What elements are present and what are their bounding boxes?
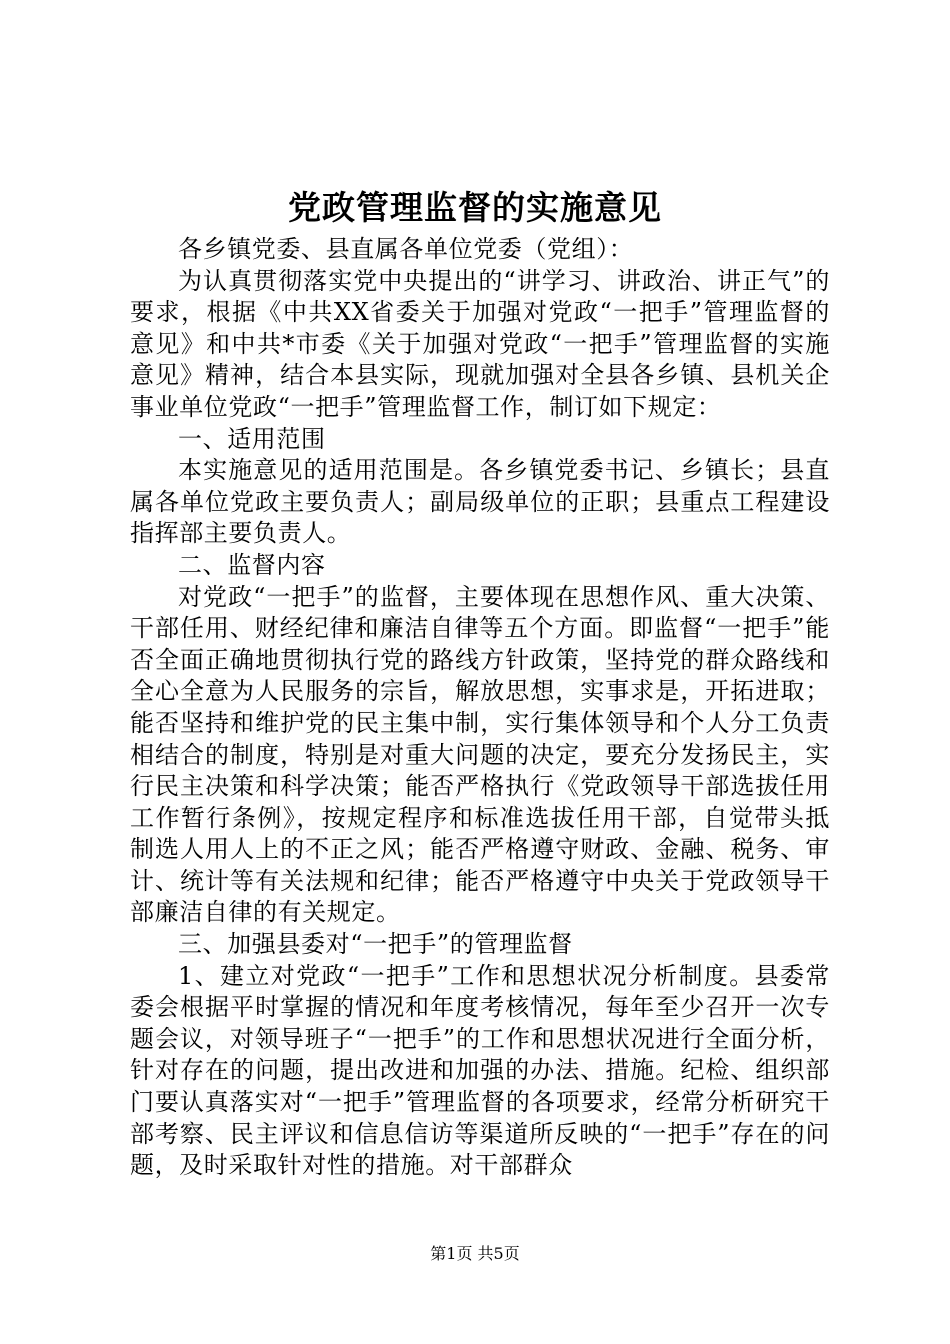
salutation: 各乡镇党委、县直属各单位党委（党组）： [178, 235, 634, 263]
section-text-3: 1、建立对党政“一把手”工作和思想状况分析制度。县委常委会根据平时掌握的情况和年度考核情况，每年至少召开一次专题会议，对领导班子“一把手”的工作和思想状况进行全面分析，针对存在的问题，提出改进和加强的办法、措施。纪检、组织部门要认真落实对“一把手”管理监督的各项要求，经常分析研究干部考察、民主评议和信息信访等渠道所反映的“一把手”存在的问题，及时采取针对性的措施。对干部群众 [130, 961, 830, 1180]
page-footer: 第1页 共5页 [430, 1244, 520, 1263]
intro-paragraph: 为认真贯彻落实党中央提出的“讲学习、讲政治、讲正气”的要求，根据《中共XX省委关于加强对党政“一把手”管理监督的意见》和中共*市委《关于加强对党政“一把手”管理监督的实施意见》精神，结合本县实际，现就加强对全县各乡镇、县机关企事业单位党政“一把手”管理监督工作，制订如下规定： [130, 266, 830, 421]
section-text-2: 对党政“一把手”的监督，主要体现在思想作风、重大决策、干部任用、财经纪律和廉洁自律等五个方面。即监督“一把手”能否全面正确地贯彻执行党的路线方针政策，坚持党的群众路线和全心全意为人民服务的宗旨，解放思想，实事求是，开拓进取；能否坚持和维护党的民主集中制，实行集体领导和个人分工负责相结合的制度，特别是对重大问题的决定，要充分发扬民主，实行民主决策和科学决策；能否严格执行《党政领导干部选拔任用工作暂行条例》，按规定程序和标准选拔任用干部，自觉带头抵制选人用人上的不正之风；能否严格遵守财政、金融、税务、审计、统计等有关法规和纪律；能否严格遵守中央关于党政领导干部廉洁自律的有关规定。 [130, 582, 830, 927]
section-heading-3: 三、加强县委对“一把手”的管理监督 [178, 930, 573, 959]
section-heading-2: 二、监督内容 [178, 550, 326, 579]
section-heading-1: 一、适用范围 [178, 424, 326, 453]
document-body [130, 234, 830, 1182]
section-text-1: 本实施意见的适用范围是。各乡镇党委书记、乡镇长；县直属各单位党政主要负责人；副局级单位的正职；县重点工程建设指挥部主要负责人。 [130, 456, 830, 548]
document-title: 党政管理监督的实施意见 [288, 188, 662, 227]
